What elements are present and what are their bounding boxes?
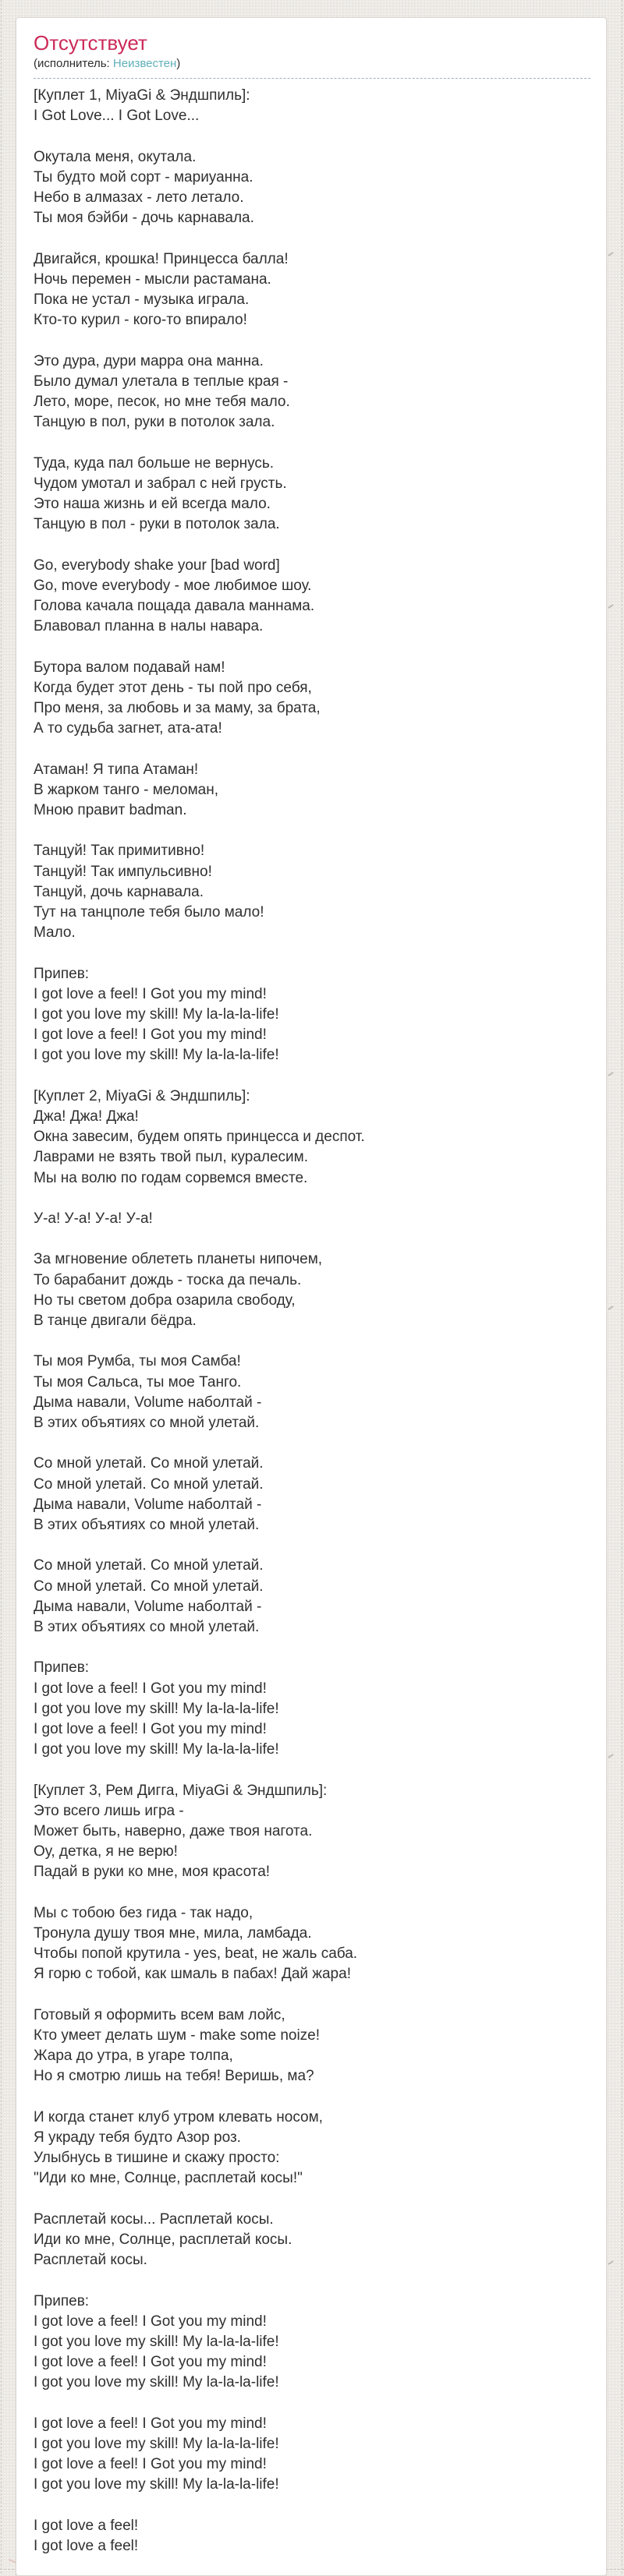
lyrics-line: Падай в руки ко мне, моя красота! [34, 1864, 271, 1881]
lyrics-line: Кто умеет делать шум - make some noize! [34, 2027, 321, 2044]
lyrics-line: I got you love my skill! My la-la-la-life! [34, 2374, 279, 2391]
lyrics-line: Мною правит badman. [34, 802, 187, 818]
lyrics-line: Это дура, дури марра она манна. [34, 352, 264, 369]
lyrics-line: Танцуй, дочь карнавала. [34, 883, 204, 900]
lyrics-line: А то судьба загнет, ата-ата! [34, 720, 222, 737]
lyrics-stanza [34, 1454, 590, 1535]
lyrics-line: Оу, детка, я не верю! [34, 1843, 178, 1860]
lyrics-line: В танце двигали бёдра. [34, 1313, 197, 1329]
texture-mark [608, 1306, 614, 1310]
lyrics-line: Про меня, за любовь и за маму, за брата, [34, 700, 321, 716]
lyrics-line: Танцуй! Так примитивно! [34, 843, 205, 860]
lyrics-line: I Got Love... I Got Love... [34, 108, 200, 125]
lyrics-stanza [34, 454, 590, 535]
lyrics-line: [Куплет 3, Рем Дигга, MiyaGi & Эндшпиль]: [34, 1782, 328, 1799]
lyrics-stanza [34, 841, 590, 943]
lyrics-card [16, 17, 607, 2576]
lyrics-line: Тут на танцполе тебя было мало! [34, 904, 264, 921]
lyrics-stanza [34, 249, 590, 331]
lyrics-stanza [34, 1903, 590, 1985]
lyrics-text [34, 86, 590, 2557]
lyrics-stanza [34, 2292, 590, 2394]
lyrics-line: В жарком танго - меломан, [34, 781, 219, 798]
lyrics-line: Припев: [34, 1659, 90, 1677]
lyrics-line: Когда будет этот день - ты пой про себя, [34, 679, 312, 696]
lyrics-line: В этих объятиях со мной улетай. [34, 1619, 260, 1635]
lyrics-line: Кто-то курил - кого-то впирало! [34, 312, 247, 329]
artist-line [34, 55, 590, 79]
lyrics-stanza [34, 1658, 590, 1760]
lyrics-stanza [34, 1556, 590, 1638]
lyrics-line: Небо в алмазах - лето летало. [34, 189, 244, 206]
lyrics-line: Go, everybody shake your [bad word] [34, 557, 280, 574]
lyrics-stanza [34, 2210, 590, 2271]
lyrics-line: Припев: [34, 965, 90, 982]
lyrics-line: I got love a feel! I Got you my mind! [34, 985, 267, 1002]
lyrics-line: I got love a feel! [34, 2517, 139, 2534]
texture-mark [608, 252, 614, 256]
lyrics-line: Мы с тобою без гида - так надо, [34, 1904, 254, 1921]
lyrics-stanza [34, 964, 590, 1066]
lyrics-line: I got you love my skill! My la-la-la-life! [34, 1047, 279, 1064]
lyrics-line: Со мной улетай. Со мной улетай. [34, 1455, 264, 1472]
lyrics-line: Но я смотрю лишь на тебя! Веришь, ма? [34, 2068, 314, 2085]
artist-label: (исполнитель: [34, 57, 110, 70]
lyrics-line: У-а! У-а! У-а! У-а! [34, 1210, 153, 1227]
lyrics-line: Расплетай косы. [34, 2252, 147, 2269]
lyrics-line: I got love a feel! I Got you my mind! [34, 1680, 267, 1697]
lyrics-line: I got love a feel! I Got you my mind! [34, 2415, 267, 2432]
lyrics-stanza [34, 556, 590, 638]
lyrics-line: Ночь перемен - мысли растамана. [34, 270, 271, 288]
lyrics-line: Окна завесим, будем опять принцесса и деспот. [34, 1129, 365, 1146]
lyrics-line: I got you love my skill! My la-la-la-life! [34, 1741, 279, 1758]
lyrics-line: [Куплет 1, MiyaGi & Эндшпиль]: [34, 87, 250, 104]
texture-mark [608, 2260, 614, 2265]
lyrics-line: Я украду тебя будто Азор роз. [34, 2129, 241, 2146]
lyrics-line: Я горю с тобой, как шмаль в пабах! Дай жара! [34, 1966, 351, 1983]
lyrics-line: Дыма навали, Volume наболтай - [34, 1394, 262, 1411]
lyrics-line: Готовый я оформить всем вам лойс, [34, 2006, 285, 2023]
lyrics-line: I got you love my skill! My la-la-la-life! [34, 2334, 279, 2350]
lyrics-line: Со мной улетай. Со мной улетай. [34, 1557, 264, 1574]
lyrics-line: Дыма навали, Volume наболтай - [34, 1496, 262, 1513]
lyrics-stanza [34, 86, 590, 126]
lyrics-line: Ты моя бэйби - дочь карнавала. [34, 210, 254, 227]
lyrics-line: I got love a feel! I Got you my mind! [34, 1721, 267, 1737]
lyrics-line: Джа! Джа! Джа! [34, 1108, 139, 1125]
lyrics-line: Блавовал планна в налы навара. [34, 618, 264, 635]
lyrics-line: Это всего лишь игра - [34, 1802, 184, 1819]
lyrics-line: В этих объятиях со мной улетай. [34, 1415, 260, 1431]
lyrics-line: I got love a feel! I Got you my mind! [34, 1027, 267, 1044]
lyrics-line: Но ты светом добра озарила свободу, [34, 1292, 296, 1309]
lyrics-line: Расплетай косы... Расплетай косы. [34, 2210, 274, 2228]
lyrics-line: Голова качала пощада давала маннама. [34, 598, 315, 614]
lyrics-line: Чтобы попой крутила - yes, beat, не жаль саба. [34, 1945, 358, 1963]
lyrics-line: То барабанит дождь - тоска да печаль. [34, 1271, 302, 1288]
lyrics-stanza [34, 1209, 590, 1229]
lyrics-line: Go, move everybody - мое любимое шоу. [34, 577, 312, 594]
texture-mark [608, 1754, 614, 1758]
lyrics-line: Со мной улетай. Со мной улетай. [34, 1475, 264, 1493]
lyrics-line: Улыбнусь в тишине и скажу просто: [34, 2150, 280, 2167]
lyrics-line: Чудом умотал и забрал с ней грусть. [34, 475, 287, 492]
lyrics-line: I got you love my skill! My la-la-la-life! [34, 2476, 279, 2493]
artist-link[interactable]: Неизвестен [112, 57, 177, 70]
lyrics-line: I got you love my skill! My la-la-la-life! [34, 1700, 279, 1717]
lyrics-line: Мы на волю по годам сорвемся вместе. [34, 1169, 308, 1186]
lyrics-line: Двигайся, крошка! Принцесса балла! [34, 250, 289, 267]
lyrics-stanza [34, 1249, 590, 1331]
lyrics-stanza [34, 1781, 590, 1883]
lyrics-stanza [34, 352, 590, 433]
lyrics-line: Атаман! Я типа Атаман! [34, 761, 199, 778]
lyrics-line: Танцую в пол - руки в потолок зала. [34, 516, 280, 533]
lyrics-line: За мгновение облететь планеты нипочем, [34, 1251, 323, 1268]
texture-mark [608, 604, 614, 609]
lyrics-line: Ты будто мой сорт - мариуанна. [34, 168, 254, 186]
lyrics-line: Было думал улетала в теплые края - [34, 373, 289, 390]
lyrics-line: Мало. [34, 924, 76, 942]
lyrics-line: I got you love my skill! My la-la-la-life! [34, 2436, 279, 2452]
lyrics-line: Лаврами не взять твой пыл, куралесим. [34, 1149, 309, 1166]
lyrics-stanza [34, 1087, 590, 1189]
lyrics-line: Со мной улетай. Со мной улетай. [34, 1578, 264, 1595]
lyrics-line: Дыма навали, Volume наболтай - [34, 1598, 262, 1615]
texture-mark [608, 1072, 614, 1076]
lyrics-line: Танцую в пол, руки в потолок зала. [34, 414, 275, 431]
lyrics-line: I got you love my skill! My la-la-la-life! [34, 1006, 279, 1023]
lyrics-stanza [34, 658, 590, 740]
artist-close-paren: ) [176, 57, 181, 70]
lyrics-line: Иди ко мне, Солнце, расплетай косы. [34, 2231, 292, 2248]
lyrics-line: Тронула душу твоя мне, мила, ламбада. [34, 1925, 312, 1942]
lyrics-line: I got love a feel! I Got you my mind! [34, 2456, 267, 2473]
lyrics-line: Может быть, наверно, даже твоя нагота. [34, 1823, 313, 1839]
page-title: Отсутствует [34, 31, 147, 55]
lyrics-line: Ты моя Румба, ты моя Самба! [34, 1353, 241, 1370]
lyrics-line: Окутала меня, окутала. [34, 148, 197, 165]
lyrics-line: Туда, куда пал больше не вернусь. [34, 454, 275, 472]
lyrics-line: Это наша жизнь и ей всегда мало. [34, 496, 271, 512]
lyrics-line: Жара до утра, в угаре толпа, [34, 2048, 233, 2065]
lyrics-line: I got love a feel! I Got you my mind! [34, 2313, 267, 2330]
lyrics-stanza [34, 760, 590, 822]
lyrics-line: I got love a feel! [34, 2538, 139, 2554]
lyrics-line: Пока не устал - музыка играла. [34, 292, 250, 308]
lyrics-stanza [34, 2108, 590, 2189]
lyrics-stanza [34, 2414, 590, 2496]
lyrics-stanza [34, 2005, 590, 2087]
lyrics-stanza [34, 2516, 590, 2557]
lyrics-line: В этих объятиях со мной улетай. [34, 1517, 260, 1533]
lyrics-line: Припев: [34, 2292, 90, 2309]
lyrics-line: Ты моя Сальса, ты мое Танго. [34, 1373, 242, 1390]
lyrics-line: I got love a feel! I Got you my mind! [34, 2354, 267, 2371]
lyrics-stanza [34, 1352, 590, 1433]
lyrics-line: Танцуй! Так импульсивно! [34, 863, 212, 880]
lyrics-line: [Куплет 2, MiyaGi & Эндшпиль]: [34, 1087, 250, 1104]
lyrics-stanza [34, 147, 590, 229]
lyrics-line: Бутора валом подавай нам! [34, 659, 225, 676]
lyrics-line: Лето, море, песок, но мне тебя мало. [34, 394, 290, 410]
page-edge-stitch-left [1, 0, 2, 2574]
lyrics-line: "Иди ко мне, Солнце, расплетай косы!" [34, 2170, 303, 2187]
lyrics-line: И когда станет клуб утром клевать носом, [34, 2108, 323, 2125]
